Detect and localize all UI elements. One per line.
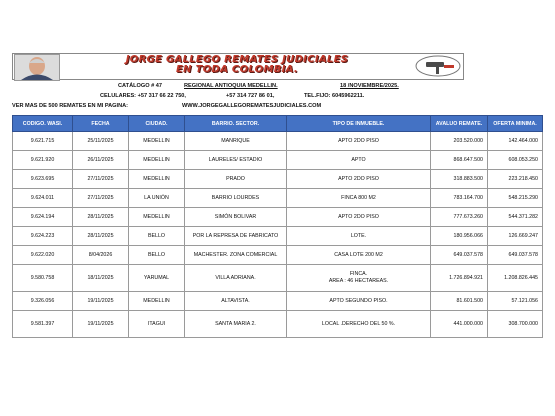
cell-oferta: 649.037.578 xyxy=(488,246,543,265)
cell-codigo: 9.622.020 xyxy=(13,246,73,265)
cell-barrio: BARRIO LOURDES xyxy=(185,189,287,208)
cell-tipo xyxy=(287,265,431,292)
cell-avaluo: 649.037.578 xyxy=(431,246,488,265)
cell-ciudad: MEDELLIN xyxy=(129,170,185,189)
cell-ciudad: BELLO xyxy=(129,246,185,265)
website-link[interactable]: WWW.JORGEGALLEGOREMATESJUDICIALES.COM xyxy=(182,103,322,109)
cell-fecha: 19/11/2025 xyxy=(73,292,129,311)
cell-barrio: PRADO xyxy=(185,170,287,189)
banner-line-1: JORGE GALLEGO REMATES JUDICIALES xyxy=(125,54,349,65)
cell-oferta: 57.121.056 xyxy=(488,292,543,311)
cell-codigo: 9.621.715 xyxy=(13,132,73,151)
cell-barrio: LAURELES/ ESTADIO xyxy=(185,151,287,170)
cell-fecha: 27/11/2025 xyxy=(73,170,129,189)
cell-barrio: MANRIQUE xyxy=(185,132,287,151)
cell-ciudad: MEDELLIN xyxy=(129,132,185,151)
cell-tipo: LOCAL .DERECHO DEL 50 %. xyxy=(287,311,431,338)
cell-avaluo: 318.883.500 xyxy=(431,170,488,189)
banner-title xyxy=(72,55,402,75)
table-row xyxy=(13,246,543,265)
cell-oferta: 308.700.000 xyxy=(488,311,543,338)
cell-fecha: 28/11/2025 xyxy=(73,208,129,227)
cell-codigo: 9.624.223 xyxy=(13,227,73,246)
cell-ciudad: BELLO xyxy=(129,227,185,246)
cell-codigo: 9.581.397 xyxy=(13,311,73,338)
cell-fecha: 28/11/2025 xyxy=(73,227,129,246)
table-row xyxy=(13,151,543,170)
cell-avaluo: 180.956.066 xyxy=(431,227,488,246)
cell-tipo: APTO 2DO PISO xyxy=(287,132,431,151)
cell-tipo: CASA LOTE 200 M2 xyxy=(287,246,431,265)
cell-tipo: APTO 2DO PISO xyxy=(287,170,431,189)
cell-avaluo: 81.601.500 xyxy=(431,292,488,311)
table-row xyxy=(13,311,543,338)
table-row xyxy=(13,265,543,292)
col-tipo: TIPO DE INMUEBLE. xyxy=(287,116,431,132)
cell-tipo-line-1: FINCA. xyxy=(349,271,368,277)
col-codigo: CODIGO. WASI. xyxy=(13,116,73,132)
cell-oferta: 1.208.826.445 xyxy=(488,265,543,292)
gavel-logo-icon xyxy=(414,55,462,77)
cell-avaluo: 868.647.500 xyxy=(431,151,488,170)
cell-barrio: MACHESTER. ZONA COMERCIAL xyxy=(185,246,287,265)
cell-avaluo: 1.726.894.921 xyxy=(431,265,488,292)
cell-barrio: SIMÓN BOLIVAR xyxy=(185,208,287,227)
cell-barrio: SANTA MARIA 2. xyxy=(185,311,287,338)
cell-avaluo: 203.520.000 xyxy=(431,132,488,151)
cell-ciudad: YARUMAL xyxy=(129,265,185,292)
cell-codigo: 9.580.758 xyxy=(13,265,73,292)
celular-2: +57 314 727 86 01, xyxy=(226,93,275,99)
cell-oferta: 544.371.282 xyxy=(488,208,543,227)
cell-fecha: 26/11/2025 xyxy=(73,151,129,170)
catalog-region: REGIONAL ANTIOQUIA MEDELLIN. xyxy=(184,83,278,89)
table-row xyxy=(13,227,543,246)
table-header-row xyxy=(13,116,543,132)
avatar xyxy=(14,54,60,81)
cell-ciudad: MEDELLIN xyxy=(129,151,185,170)
celulares: CELULARES: +57 317 66 22 750, xyxy=(100,93,186,99)
cell-fecha: 25/11/2025 xyxy=(73,132,129,151)
cell-barrio: POR LA REPRESA DE FABRICATO xyxy=(185,227,287,246)
cell-codigo: 9.624.011 xyxy=(13,189,73,208)
cell-avaluo: 441.000.000 xyxy=(431,311,488,338)
cell-oferta: 548.215.290 xyxy=(488,189,543,208)
cell-avaluo: 777.673.260 xyxy=(431,208,488,227)
table-row xyxy=(13,208,543,227)
cell-ciudad: MEDELLIN xyxy=(129,292,185,311)
cell-codigo: 9.623.695 xyxy=(13,170,73,189)
cell-fecha: 19/11/2025 xyxy=(73,311,129,338)
cell-barrio: VILLA ADRIANA. xyxy=(185,265,287,292)
catalog-number: CATÁLOGO # 47 xyxy=(118,83,163,89)
cell-oferta: 223.218.450 xyxy=(488,170,543,189)
cell-oferta: 126.669.247 xyxy=(488,227,543,246)
col-ciudad: CIUDAD. xyxy=(129,116,185,132)
cell-codigo: 9.624.194 xyxy=(13,208,73,227)
cell-oferta: 608.053.250 xyxy=(488,151,543,170)
col-fecha: FECHA xyxy=(73,116,129,132)
more-remates-text: VER MAS DE 500 REMATES EN MI PAGINA: xyxy=(12,103,129,109)
table-row xyxy=(13,170,543,189)
cell-codigo: 9.326.056 xyxy=(13,292,73,311)
cell-oferta: 142.464.000 xyxy=(488,132,543,151)
col-barrio: BARRIO. SECTOR. xyxy=(185,116,287,132)
banner-line-2: EN TODA COLOMBIA. xyxy=(176,64,298,75)
col-oferta: OFERTA MINIMA. xyxy=(488,116,543,132)
cell-ciudad: ITAGUI xyxy=(129,311,185,338)
cell-tipo-line-2: AREA : 46 HECTAREAS. xyxy=(328,278,389,284)
table-row xyxy=(13,132,543,151)
catalog-date: 18 /NOVIEMBRE/2025. xyxy=(340,83,399,89)
table-row xyxy=(13,189,543,208)
cell-ciudad: MEDELLIN xyxy=(129,208,185,227)
cell-fecha: 18/11/2025 xyxy=(73,265,129,292)
cell-tipo: APTO SEGUNDO PISO. xyxy=(287,292,431,311)
cell-tipo: APTO 2DO PISO xyxy=(287,208,431,227)
cell-tipo: APTO xyxy=(287,151,431,170)
cell-barrio: ALTAVISTA. xyxy=(185,292,287,311)
tel-fijo: TEL.FIJO: 6045962211. xyxy=(304,93,365,99)
remates-table xyxy=(12,115,543,338)
cell-codigo: 9.621.920 xyxy=(13,151,73,170)
table-row xyxy=(13,292,543,311)
cell-avaluo: 783.164.700 xyxy=(431,189,488,208)
cell-fecha: 27/11/2025 xyxy=(73,189,129,208)
cell-fecha: 8/04/2026 xyxy=(73,246,129,265)
col-avaluo: AVALUO REMATE. xyxy=(431,116,488,132)
cell-tipo: FINCA 800 M2 xyxy=(287,189,431,208)
cell-tipo: LOTE. xyxy=(287,227,431,246)
cell-ciudad: LA UNIÓN xyxy=(129,189,185,208)
